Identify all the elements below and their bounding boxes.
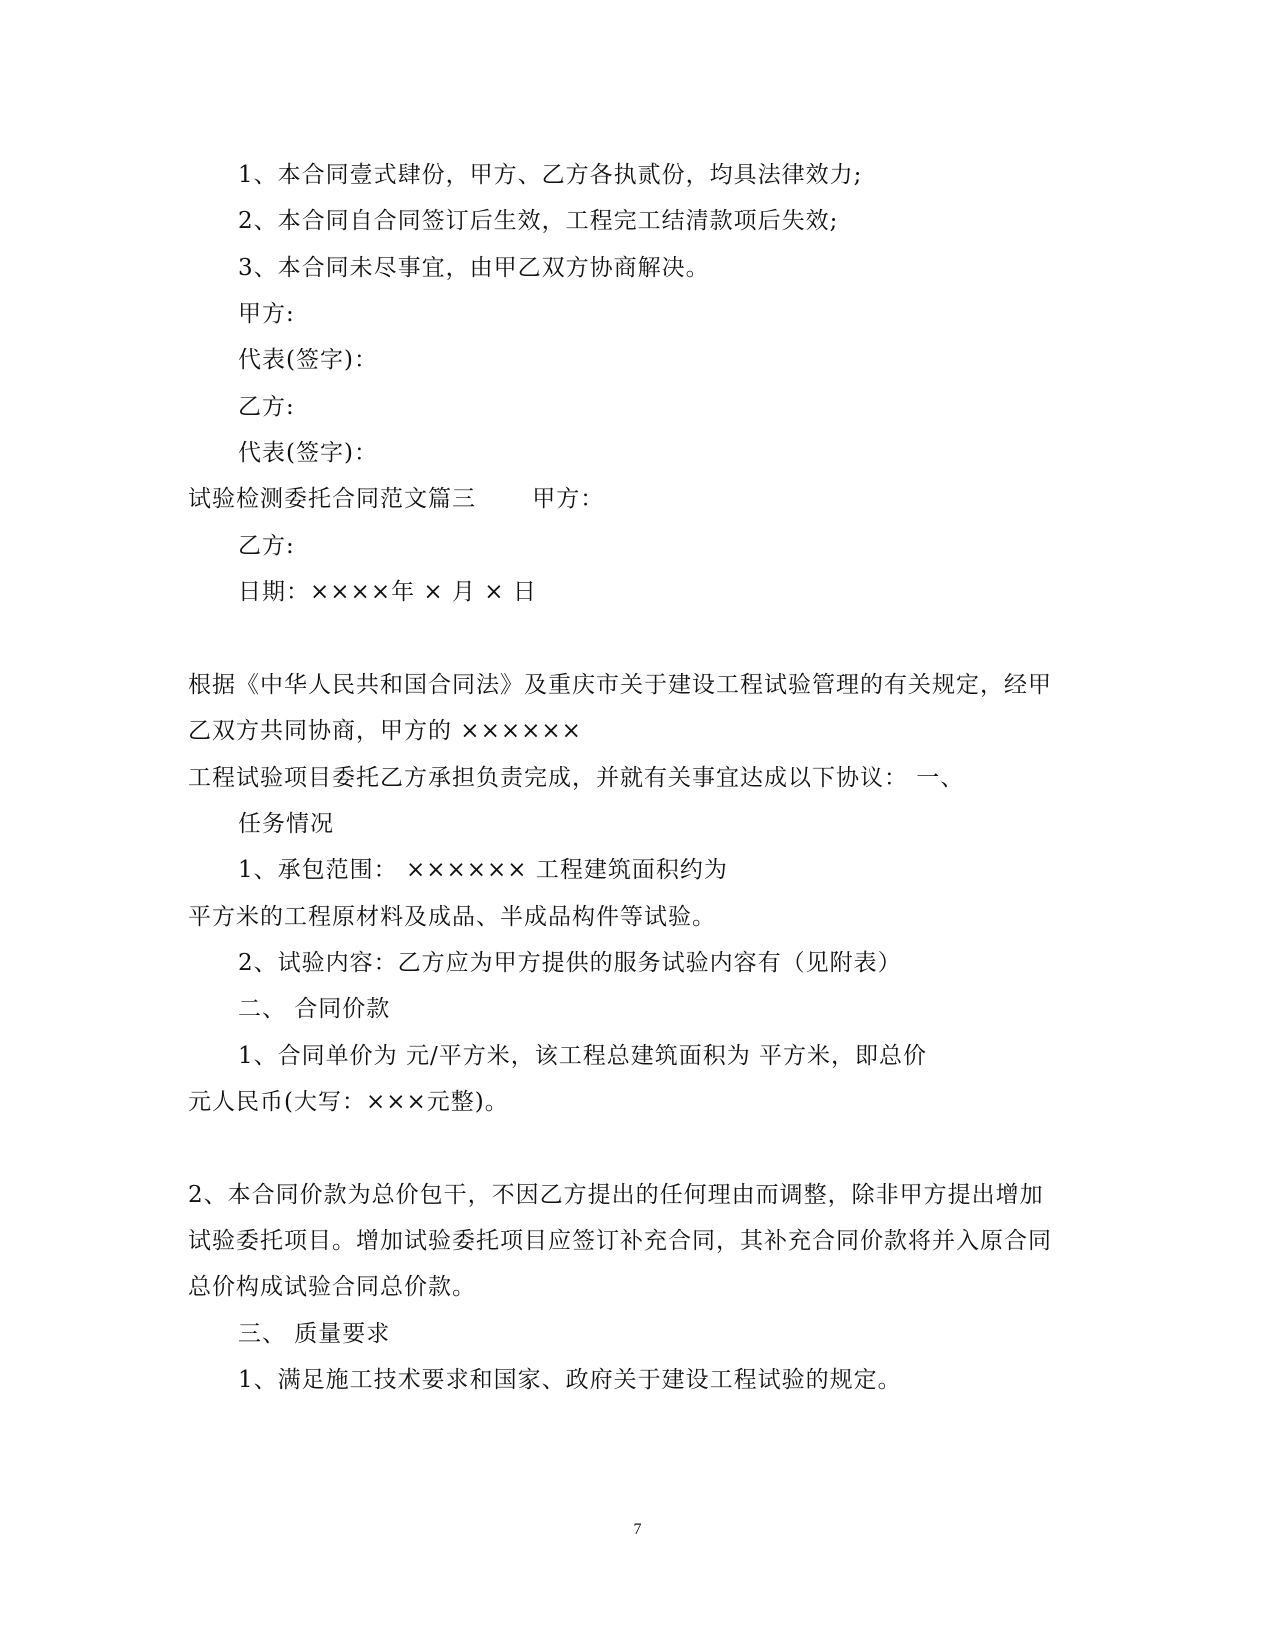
text-line: 根据《中华人民共和国合同法》及重庆市关于建设工程试验管理的有关规定，经甲 [188,672,1052,698]
text-line: 2、本合同价款为总价包干，不因乙方提出的任何理由而调整，除非甲方提出增加 [188,1182,1044,1208]
text-line: 甲方: [238,301,295,327]
text-line: 1、本合同壹式肆份，甲方、乙方各执贰份，均具法律效力; [238,162,863,188]
text-line: 试验委托项目。增加试验委托项目应签订补充合同，其补充合同价款将并入原合同 [188,1228,1052,1254]
text-line: 元人民币(大写：×××元整)。 [188,1089,509,1115]
text-line: 平方米的工程原材料及成品、半成品构件等试验。 [188,904,716,930]
text-line: 工程试验项目委托乙方承担负责完成，并就有关事宜达成以下协议： 一、 [188,765,965,791]
text-line: 总价构成试验合同总价款。 [188,1274,476,1300]
text-line: 二、 合同价款 [238,996,391,1022]
text-line: 1、承包范围： ×××××× 工程建筑面积约为 [238,857,728,883]
page-number: 7 [633,1521,642,1538]
text-line: 代表(签字)： [238,440,378,466]
text-line: 1、满足施工技术要求和国家、政府关于建设工程试验的规定。 [238,1367,902,1393]
section-heading: 试验检测委托合同范文篇三 甲方： [188,486,605,512]
text-line: 1、合同单价为 元/平方米，该工程总建筑面积为 平方米，即总价 [238,1043,928,1069]
text-line: 2、本合同自合同签订后生效，工程完工结清款项后失效; [238,208,839,234]
text-line: 任务情况 [238,811,334,837]
text-line: 3、本合同未尽事宜，由甲乙双方协商解决。 [238,255,710,281]
text-line: 乙方: [238,533,295,559]
text-line: 日期：××××年 × 月 × 日 [238,579,537,605]
text-line: 乙方: [238,394,295,420]
text-line: 乙双方共同协商，甲方的 ×××××× [188,718,582,744]
text-line: 三、 质量要求 [238,1321,391,1347]
text-line: 代表(签字)： [238,347,378,373]
text-line: 2、试验内容：乙方应为甲方提供的服务试验内容有（见附表） [238,950,902,976]
